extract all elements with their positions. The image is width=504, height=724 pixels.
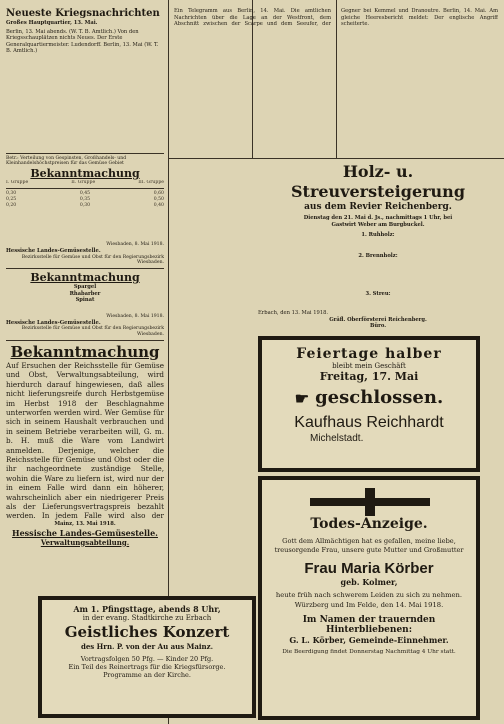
bekanntmachung-2-date: Wiesbaden, 8. Mai 1918. [106, 313, 164, 319]
divider [6, 153, 164, 154]
news-intro: Großes Hauptquartier, 13. Mai. [6, 20, 98, 26]
holz-footer: Erbach, den 13. Mai 1918. [258, 309, 329, 316]
holz-date-line: Dienstag den 21. Mai d. Js., nachmittags 1 Uhr, bei [303, 215, 453, 221]
concert-line-1: Am 1. Pfingsttage, abends 8 Uhr, [73, 604, 221, 614]
concert-ad [38, 596, 256, 718]
concert-purpose: Ein Teil des Reinertrags für die Kriegsfürsorge. [68, 663, 226, 671]
death-text: heute früh nach schwerem Leiden zu sich zu nehmen. [275, 591, 463, 600]
concert-title: Geistliches Konzert [64, 623, 230, 641]
bekanntmachung-2-authority-1: Hessische Landes-Gemüsestelle. [6, 319, 101, 326]
bekanntmachung-1-table: I. Gruppe II. Gruppe III. Gruppe 0,30 0,45 0,60 0,25 0,35 0,50 0,20 0,30 0,40 [6, 180, 164, 208]
bekanntmachung-2-item-2: Rhabarber [69, 290, 101, 297]
holz-section-1: 1. Ruhholz: [361, 232, 395, 239]
news-heading: Neueste Kriegsnachrichten [6, 8, 160, 19]
death-name: Frau Maria Körber [304, 560, 434, 578]
death-place-date: Würzberg und Im Felde, den 14. Mai 1918. [294, 601, 444, 610]
holz-signature: Gräfl. Oberförsterei Reichenberg. [329, 316, 427, 323]
bekanntmachung-1-subtitle: Betr.: Verteilung von Gespinsten, Großhandels- und Kleinhandelshöchstpreisen für das Gemüse Gebiet [6, 155, 127, 167]
death-intro: Gott dem Allmächtigen hat es gefallen, meine liebe, treusorgende Frau, unsere gute Mutter und Großmutter [274, 537, 464, 554]
feiertag-city: Michelstadt. [310, 433, 364, 444]
holz-subtitle: aus dem Revier Reichenberg. [304, 202, 452, 212]
divider [6, 268, 164, 269]
feiertag-line-4: geschlossen. [315, 387, 444, 408]
holz-section-3: 3. Streu: [365, 291, 391, 298]
feiertag-closed-row [272, 387, 466, 409]
concert-program: Programme an der Kirche. [103, 671, 191, 679]
bekanntmachung-2-title: Bekanntmachung [30, 271, 140, 285]
bekanntmachung-1-authority-1: Hessische Landes-Gemüsestelle. [6, 247, 101, 254]
cross-wrapper [270, 486, 468, 516]
feiertag-shop: Kaufhaus Reichhardt [294, 414, 444, 431]
news-text: Berlin, 13. Mai abends. (W. T. B. Amtlich.) Von den Kriegsschauplätzen nichts Neues. Der Erste Generalquartiermeister. Ludendorff. Berlin, 13. Mai (W. T. B. Amtlich.) [6, 28, 159, 55]
concert-performer: des Hrn. P. von der Au aus Mainz. [80, 642, 214, 651]
bekanntmachung-3-authority-2: Verwaltungsabteilung. [40, 537, 130, 547]
bekanntmachung-3-body: Auf Ersuchen der Reichsstelle für Gemüse und Obst, Verwaltungsabteilung, wird hierdurch darauf hingewiesen, daß alles nicht lieferungsreife durch Herbstgemüse im Herbst 1918 der Beschlagnahme unterworfen werden wird. Wer Gemüse für sich in seinem Haushalt verbrauchen und in seinem Betriebe verarbeiten will, G. m. b. H. muß die Ware vom Landwirt anmelden. Derjenige, welcher die Reichsstelle für Gemüse und Obst oder die ihr nachgeordnete zuständige Stelle, wohin die Ware zu liefern ist, wird nur der in einem Falle wird dann ein höherer, wahrscheinlich aber ein niedrigerer Preis als der Lieferungsvertragspreis bezahlt werden. In jedem Falle wird also der [6, 360, 164, 521]
death-mourning-1: Im Namen der trauernden Hinterbliebenen: [302, 615, 436, 636]
cross-icon [270, 486, 470, 516]
bekanntmachung-1-date: Wiesbaden, 8. Mai 1918. [106, 242, 164, 248]
feiertag-line-2: bleibt mein Geschäft [332, 362, 406, 370]
death-maiden: geb. Kolmer, [340, 577, 398, 588]
pointing-hand-icon: ☛ [294, 388, 310, 408]
holz-title: Holz- u. Streuversteigerung [291, 162, 465, 201]
bekanntmachung-3-authority-1: Hessische Landes-Gemüsestelle. [12, 527, 158, 538]
bekanntmachung-1-authority-2: Bezirksstelle für Gemüse und Obst für den Regierungsbezirk Wiesbaden. [21, 254, 164, 266]
bekanntmachung-2-item-1: Spargel [73, 284, 97, 291]
top-right-text: Ein Telegramm aus Berlin, 14. Mai. Die amtlichen Nachrichten über die Lage an der Westfront, dem Abschnitt zwischen der Scarpe und dem Seeufer, der Gegner bei Kemmel und Dranoutre. Berlin, 14. Mai. Am gleiche Heeresbericht meldet: Der englische Angriff scheiterte. [174, 8, 498, 28]
bekanntmachung-3-date: Mainz, 13. Mai 1918. [54, 520, 116, 527]
feiertag-line-1: Feiertage halber [296, 346, 442, 362]
bekanntmachung-2-authority-2: Bezirksstelle für Gemüse und Obst für den Regierungsbezirk Wiesbaden. [21, 326, 164, 338]
death-mourning-2: G. L. Körber, Gemeinde-Einnehmer. [289, 635, 449, 646]
feiertag-line-3: Freitag, 17. Mai [319, 370, 419, 383]
holz-ad [258, 162, 498, 328]
death-funeral: Die Beerdigung findet Donnerstag Nachmittag 4 Uhr statt. [282, 649, 456, 656]
bekanntmachung-2-item-3: Spinat [75, 297, 95, 304]
bekanntmachung-3-title: Bekanntmachung [10, 342, 160, 361]
death-ad [258, 476, 480, 720]
death-title: Todes-Anzeige. [310, 516, 428, 532]
feiertag-ad [258, 336, 480, 472]
concert-price: Vortragsfolgen 50 Pfg. — Kinder 20 Pfg. [80, 655, 214, 663]
concert-line-2: in der evang. Stadtkirche zu Erbach [82, 614, 212, 622]
holz-place-line: Gastwirt Weber am Burgbuckel. [331, 221, 425, 228]
top-right-divider [168, 158, 504, 159]
holz-signature-2: Büro. [369, 323, 387, 328]
left-column [6, 8, 164, 598]
bekanntmachung-1-title: Bekanntmachung [30, 167, 140, 181]
holz-section-2: 2. Brennholz: [358, 252, 398, 259]
divider [6, 340, 164, 341]
